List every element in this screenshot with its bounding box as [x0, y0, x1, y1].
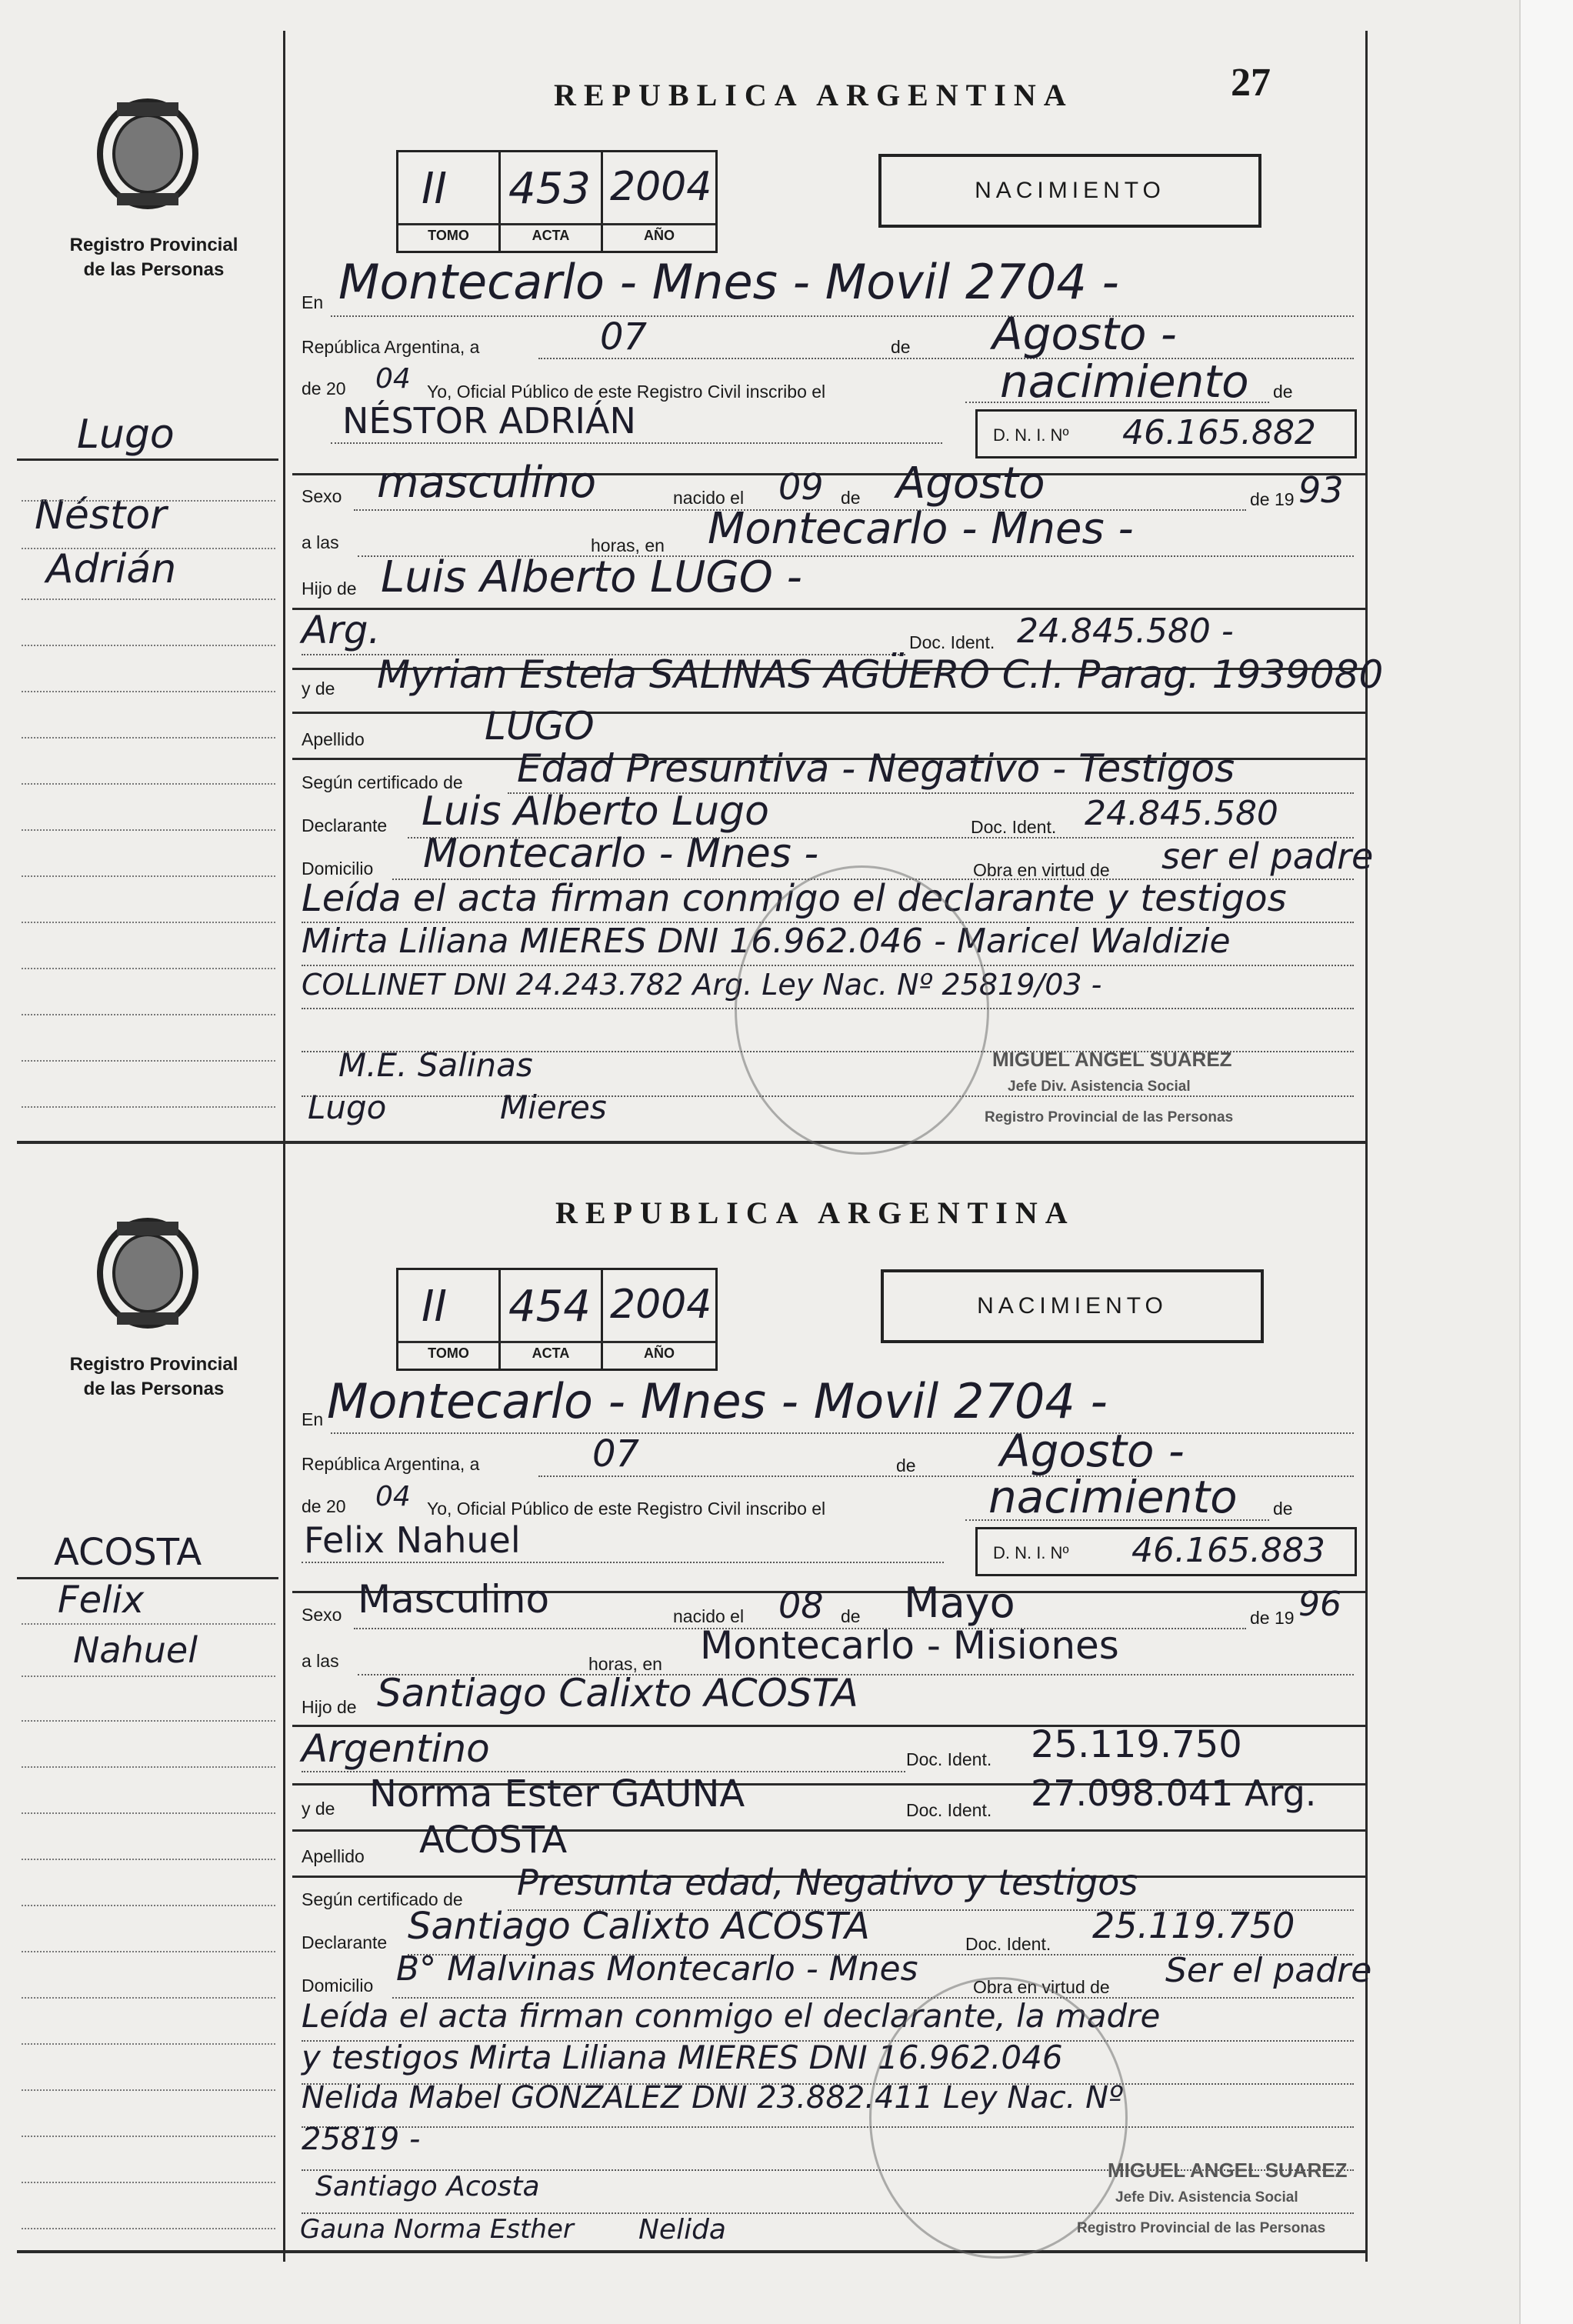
declarante-doc: 24.845.580 [1085, 794, 1278, 833]
label-de-birth: de [841, 1606, 861, 1626]
sexo-value: masculino [377, 458, 597, 508]
nacimiento-box-2: NACIMIENTO [881, 1269, 1264, 1343]
label-de-20: de 20 [302, 378, 346, 398]
tomo-value-2: II [422, 1282, 448, 1332]
label-y-de: y de [302, 679, 335, 699]
tomo-acta-table-2 [396, 1268, 718, 1371]
tomo-caption: TOMO [428, 1345, 469, 1361]
day-value: 07 [600, 315, 648, 358]
margin-given-name-2: Adrián [46, 546, 177, 592]
signature-2-1: Santiago Acosta [315, 2171, 540, 2202]
text-line-3: COLLINET DNI 24.243.782 Arg. Ley Nac. Nº 25819/03 - [302, 968, 1102, 1002]
official-name-2: MIGUEL ANGEL SUAREZ [1108, 2159, 1348, 2182]
official-name: MIGUEL ANGEL SUAREZ [992, 1048, 1232, 1071]
ano-caption: AÑO [644, 228, 675, 243]
label-apellido: Apellido [302, 729, 365, 749]
birth-year-2: 96 [1298, 1585, 1341, 1624]
signature-3: Mieres [500, 1089, 607, 1126]
country-title: REPUBLICA ARGENTINA [554, 78, 1074, 112]
label-doc-declarante: Doc. Ident. [971, 817, 1057, 837]
form-rule [292, 712, 1365, 714]
official-stamp-icon [735, 865, 989, 1155]
label-domicilio: Domicilio [302, 1976, 374, 1996]
label-de-20: de 20 [302, 1496, 346, 1516]
label-declarante: Declarante [302, 815, 388, 835]
label-certificado: Según certificado de [302, 1889, 463, 1909]
father-nationality: Arg. [302, 608, 381, 652]
registry-line2: de las Personas [83, 259, 225, 280]
tomo-value: II [422, 164, 448, 214]
acta-caption: ACTA [532, 228, 570, 243]
label-doc-mother: Doc. Ident. [906, 1800, 992, 1820]
mother-name-2: Norma Ester GAUNA [369, 1772, 745, 1816]
bottom-border [17, 2250, 1367, 2253]
label-de-end: de [1273, 1499, 1293, 1519]
label-de-birth: de [841, 488, 861, 508]
page-number: 27 [1231, 61, 1271, 105]
margin-surname-2: ACOSTA [54, 1531, 202, 1574]
apellido-value: LUGO [485, 704, 595, 749]
margin-given-2b: Nahuel [73, 1629, 198, 1671]
label-horas: horas, en [591, 535, 665, 555]
birth-month: Agosto [896, 458, 1045, 508]
sexo-value-2: Masculino [358, 1577, 550, 1622]
label-de-end: de [1273, 382, 1293, 402]
registry-line1: Registro Provincial [69, 235, 238, 255]
acta-value: 453 [508, 164, 591, 214]
tipo-value: nacimiento [1000, 355, 1249, 408]
registry-line2: de las Personas [83, 1379, 225, 1399]
label-y-de: y de [302, 1799, 335, 1819]
year-suffix: 04 [375, 363, 411, 395]
official-org: Registro Provincial de las Personas [985, 1109, 1234, 1125]
label-en: En [302, 1409, 324, 1429]
margin-given-name-1: Néstor [35, 492, 167, 538]
declarante-value-2: Santiago Calixto ACOSTA [408, 1905, 870, 1948]
label-nacido: nacido el [673, 1606, 745, 1626]
registry-name-2 [54, 1352, 254, 1402]
text-line-2: Mirta Liliana MIERES DNI 16.962.046 - Maricel Waldizie [302, 922, 1231, 961]
declarante-doc-2: 25.119.750 [1092, 1905, 1295, 1946]
label-yo-oficial: Yo, Oficial Público de este Registro Civil inscribo el [427, 1499, 826, 1519]
label-sexo: Sexo [302, 486, 342, 506]
margin-divider [283, 31, 285, 2262]
text-line-2-2: y testigos Mirta Liliana MIERES DNI 16.962.046 [302, 2039, 1063, 2076]
label-de-19: de 19 [1250, 489, 1295, 509]
tomo-acta-table [396, 150, 718, 253]
act-separator [17, 1141, 1367, 1144]
registry-name [54, 233, 254, 282]
province-seal-icon [94, 1215, 202, 1331]
father-doc-2: 25.119.750 [1031, 1723, 1242, 1766]
label-doc-declarante: Doc. Ident. [965, 1934, 1051, 1954]
father-nationality-2: Argentino [302, 1726, 490, 1771]
domicilio-value: Montecarlo - Mnes - [423, 831, 819, 877]
acta-caption: ACTA [532, 1345, 570, 1361]
margin-given-2a: Felix [58, 1579, 145, 1622]
birth-year: 93 [1298, 469, 1344, 511]
signature-2-3: Nelida [638, 2214, 726, 2246]
official-title: Jefe Div. Asistencia Social [1008, 1079, 1191, 1095]
label-nacido: nacido el [673, 488, 745, 508]
label-hijo: Hijo de [302, 1697, 357, 1717]
margin-rule [17, 458, 278, 461]
label-republica: República Argentina, a [302, 1454, 480, 1474]
country-title-2: REPUBLICA ARGENTINA [555, 1195, 1075, 1230]
virtud-value: ser el padre [1161, 835, 1374, 877]
month-value-2: Agosto - [1000, 1425, 1185, 1477]
year-suffix-2: 04 [375, 1481, 411, 1512]
label-a-las: a las [302, 532, 339, 552]
label-de: de [891, 337, 911, 357]
birth-day-2: 08 [778, 1585, 824, 1626]
certificado-value-2: Presunta edad, Negativo y testigos [517, 1862, 1138, 1903]
official-org-2: Registro Provincial de las Personas [1077, 2220, 1326, 2236]
page-edge [1519, 0, 1573, 2324]
certificado-value: Edad Presuntiva - Negativo - Testigos [517, 746, 1235, 791]
signature-2-2: Gauna Norma Esther [300, 2214, 574, 2245]
label-doc-father: Doc. Ident. [906, 1749, 992, 1769]
mother-name: Myrian Estela SALINAS AGÜERO C.I. Parag. 1939080 [377, 652, 1384, 697]
label-republica: República Argentina, a [302, 337, 480, 357]
dni-box [975, 409, 1357, 458]
ano-caption: AÑO [644, 1345, 675, 1361]
label-virtud: Obra en virtud de [973, 860, 1110, 880]
label-sexo: Sexo [302, 1605, 342, 1625]
tipo-value-2: nacimiento [988, 1471, 1238, 1523]
place-value: Montecarlo - Mnes - Movil 2704 - [338, 254, 1119, 310]
form-rule [292, 608, 1365, 610]
ano-value: 2004 [610, 164, 712, 210]
birth-month-2: Mayo [904, 1579, 1015, 1627]
place-value-2: Montecarlo - Mnes - Movil 2704 - [327, 1373, 1108, 1429]
text-line-2-1: Leída el acta firman conmigo el declarante, la madre [302, 1997, 1161, 2035]
birth-place: Montecarlo - Mnes - [708, 504, 1134, 554]
label-doc-father: Doc. Ident. [909, 632, 995, 652]
father-doc: 24.845.580 - [1017, 612, 1234, 651]
margin-rule [17, 1577, 278, 1579]
birth-day: 09 [778, 466, 824, 508]
virtud-value-2: Ser el padre [1165, 1951, 1372, 1990]
label-domicilio: Domicilio [302, 859, 374, 879]
label-virtud: Obra en virtud de [973, 1977, 1110, 1997]
nacimiento-box: NACIMIENTO [878, 154, 1261, 228]
dni-label: D. N. I. Nº [993, 425, 1069, 445]
dni-value: 46.165.882 [1122, 413, 1316, 452]
father-name: Luis Alberto LUGO - [381, 552, 802, 602]
apellido-value-2: ACOSTA [419, 1819, 568, 1862]
day-value-2: 07 [592, 1432, 640, 1475]
dni-box-2 [975, 1527, 1357, 1576]
label-yo-oficial: Yo, Oficial Público de este Registro Civil inscribo el [427, 382, 826, 402]
domicilio-value-2: B° Malvinas Montecarlo - Mnes [396, 1949, 918, 1989]
registry-line1: Registro Provincial [69, 1354, 238, 1375]
child-name: NÉSTOR ADRIÁN [342, 400, 636, 442]
official-stamp-icon [869, 1977, 1128, 2259]
signature-1: M.E. Salinas [338, 1046, 533, 1084]
province-seal-icon [94, 96, 202, 212]
dni-value-2: 46.165.883 [1131, 1531, 1325, 1570]
ano-value-2: 2004 [610, 1282, 712, 1328]
birth-place-2: Montecarlo - Misiones [700, 1623, 1119, 1668]
label-apellido: Apellido [302, 1846, 365, 1866]
label-certificado: Según certificado de [302, 772, 463, 792]
right-border [1365, 31, 1368, 2262]
dni-label: D. N. I. Nº [993, 1543, 1069, 1562]
label-declarante: Declarante [302, 1932, 388, 1952]
declarante-value: Luis Alberto Lugo [422, 789, 769, 835]
father-name-2: Santiago Calixto ACOSTA [377, 1671, 858, 1715]
label-en: En [302, 292, 324, 312]
label-de: de [896, 1455, 916, 1475]
text-line-1: Leída el acta firman conmigo el declarante y testigos [302, 877, 1287, 920]
month-value: Agosto - [992, 308, 1177, 360]
label-horas: horas, en [588, 1654, 662, 1674]
text-line-2-3: Nelida Mabel GONZALEZ DNI 23.882.411 Ley Nac. Nº [302, 2080, 1123, 2116]
signature-2: Lugo [308, 1089, 387, 1126]
official-title-2: Jefe Div. Asistencia Social [1115, 2189, 1298, 2206]
tomo-caption: TOMO [428, 228, 469, 243]
mother-doc-2: 27.098.041 Arg. [1031, 1772, 1317, 1814]
label-a-las: a las [302, 1651, 339, 1671]
label-hijo: Hijo de [302, 578, 357, 599]
child-name-2: Felix Nahuel [304, 1519, 521, 1561]
label-de-19: de 19 [1250, 1608, 1295, 1628]
text-line-2-4: 25819 - [302, 2122, 421, 2157]
margin-surname: Lugo [77, 412, 175, 458]
acta-value-2: 454 [508, 1282, 591, 1332]
